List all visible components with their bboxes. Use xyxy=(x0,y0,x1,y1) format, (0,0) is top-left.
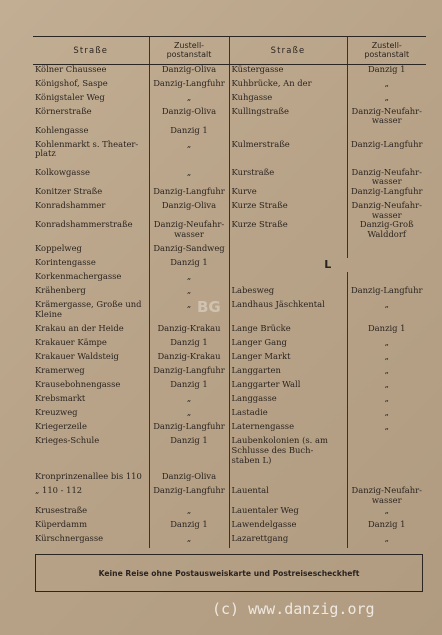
street-name-text: Kramerweg xyxy=(35,366,85,376)
delivery-office-text: „ xyxy=(384,78,389,88)
delivery-office xyxy=(347,352,426,366)
street-name-text: Lange Brücke xyxy=(231,324,291,334)
delivery-office xyxy=(347,520,426,534)
delivery-office-text: Danzig 1 xyxy=(170,380,208,390)
street-name-text: Lastadie xyxy=(231,408,268,418)
delivery-office xyxy=(347,79,426,93)
street-name xyxy=(33,472,149,486)
delivery-office-text: „ xyxy=(384,366,389,376)
street-name xyxy=(33,258,149,272)
street-name-text: Kurze Straße xyxy=(231,201,288,211)
delivery-office xyxy=(347,366,426,380)
street-name-text: Krämergasse, Große und Kleine xyxy=(35,300,142,320)
street-name-text: Küstergasse xyxy=(231,64,284,74)
street-name xyxy=(229,65,347,79)
delivery-office xyxy=(149,168,229,187)
street-name xyxy=(33,220,149,244)
street-name-text: Lauentaler Weg xyxy=(231,505,299,515)
delivery-office-text: „ xyxy=(384,422,389,432)
delivery-office xyxy=(149,244,229,258)
street-directory-table xyxy=(33,36,426,548)
delivery-office-text: Danzig-Langfuhr xyxy=(153,486,225,496)
delivery-office xyxy=(149,486,229,505)
delivery-office-text: „ xyxy=(186,92,192,102)
delivery-office-text: „ xyxy=(186,408,192,418)
street-name-text: Koppelweg xyxy=(35,244,82,254)
street-name xyxy=(229,324,347,338)
street-name xyxy=(33,286,149,300)
delivery-office-text: Danzig-Oliva xyxy=(161,64,217,74)
delivery-office-text: „ xyxy=(384,352,389,362)
street-name xyxy=(33,324,149,338)
table-row xyxy=(33,338,426,352)
street-name-text: Krusestraße xyxy=(35,505,88,515)
street-name xyxy=(229,140,347,168)
delivery-office xyxy=(149,366,229,380)
delivery-office xyxy=(347,65,426,79)
table-row xyxy=(33,520,426,534)
table-row xyxy=(33,394,426,408)
delivery-office xyxy=(149,220,229,244)
table-row xyxy=(33,79,426,93)
delivery-office-text: Danzig-Krakau xyxy=(157,324,221,334)
delivery-office xyxy=(149,394,229,408)
delivery-office-text: Danzig 1 xyxy=(170,436,208,446)
street-name xyxy=(33,126,149,136)
street-name-text: Krebsmarkt xyxy=(35,394,86,404)
street-name xyxy=(229,338,347,352)
delivery-office xyxy=(347,338,426,352)
delivery-office-text: „ xyxy=(186,139,192,149)
street-name-text: Kurze Straße xyxy=(231,220,288,230)
table-row xyxy=(33,422,426,436)
delivery-office xyxy=(149,534,229,548)
street-name xyxy=(33,65,149,79)
header-office-left xyxy=(149,37,229,65)
table-row xyxy=(33,486,426,505)
street-name-text: Laternengasse xyxy=(231,422,295,432)
street-name-text: Kronprinzenallee bis 110 xyxy=(35,472,142,482)
street-name-text: Korintengasse xyxy=(35,258,96,268)
street-name xyxy=(229,107,347,126)
street-name-text: Langgasse xyxy=(231,394,277,404)
delivery-office xyxy=(347,201,426,220)
delivery-office-empty xyxy=(347,472,426,486)
delivery-office xyxy=(149,201,229,220)
street-name xyxy=(229,534,347,548)
delivery-office xyxy=(347,187,426,201)
street-name xyxy=(229,286,347,300)
delivery-office xyxy=(149,520,229,534)
header-office-right xyxy=(347,37,426,65)
street-name-text: Kreuzweg xyxy=(35,408,78,418)
table-row xyxy=(33,366,426,380)
street-name xyxy=(33,486,149,505)
header-office-right-text: Zustell- postanstalt xyxy=(364,41,410,59)
street-name-text: Korkenmachergasse xyxy=(35,272,122,282)
delivery-office-text: Danzig 1 xyxy=(170,125,208,135)
table-body xyxy=(33,65,426,548)
street-name xyxy=(33,506,149,520)
delivery-office-text: Danzig 1 xyxy=(170,258,208,268)
table-row xyxy=(33,168,426,187)
street-name-text: Kriegerzeile xyxy=(35,422,87,432)
street-name xyxy=(33,408,149,422)
street-name xyxy=(33,300,149,324)
table-row xyxy=(33,258,426,272)
delivery-office-text: „ xyxy=(186,394,192,404)
street-name xyxy=(229,506,347,520)
delivery-office xyxy=(149,352,229,366)
table-row xyxy=(33,506,426,520)
street-name xyxy=(33,520,149,534)
delivery-office-text: Danzig-Oliva xyxy=(161,472,217,482)
street-name-text: Königshof, Saspe xyxy=(35,78,108,88)
copyright-watermark: (c) www.danzig.org xyxy=(212,600,375,618)
street-name xyxy=(229,486,347,505)
delivery-office-text: „ xyxy=(384,408,389,418)
street-name xyxy=(229,187,347,201)
street-name-text: Kürschnergasse xyxy=(35,533,104,543)
delivery-office-text: Danzig-Langfuhr xyxy=(350,187,423,197)
delivery-office xyxy=(149,258,229,272)
table-row xyxy=(33,324,426,338)
street-name-text: Kohlengasse xyxy=(35,125,89,135)
street-name xyxy=(229,380,347,394)
section-letter-l-text: L xyxy=(324,258,332,272)
street-name-text: Langgarter Wall xyxy=(231,380,301,390)
footer-notice-box xyxy=(35,554,423,592)
delivery-office-text: Danzig-Neufahr- wasser xyxy=(153,220,225,240)
delivery-office-text: Danzig-Neufahr- wasser xyxy=(351,201,422,220)
street-name-text: Kuhbrücke, An der xyxy=(231,78,312,88)
street-name-text: Lazarettgang xyxy=(231,533,289,543)
street-name xyxy=(33,79,149,93)
street-name xyxy=(33,168,149,187)
street-name xyxy=(229,422,347,436)
street-name-text: Kuhgasse xyxy=(231,92,273,102)
delivery-office xyxy=(347,286,426,300)
delivery-office-text: Danzig-Krakau xyxy=(157,352,221,362)
delivery-office xyxy=(347,220,426,244)
street-name-text: „ 110 - 112 xyxy=(35,486,83,496)
delivery-office-text: „ xyxy=(186,300,192,310)
delivery-office xyxy=(149,408,229,422)
street-name-text: Konitzer Straße xyxy=(35,187,103,197)
street-name xyxy=(229,408,347,422)
table-row xyxy=(33,244,426,258)
street-name xyxy=(33,380,149,394)
delivery-office xyxy=(347,93,426,107)
street-name xyxy=(33,394,149,408)
street-name xyxy=(229,394,347,408)
street-name-text: Kölner Chaussee xyxy=(35,64,107,74)
street-name xyxy=(33,272,149,286)
delivery-office xyxy=(149,338,229,352)
delivery-office xyxy=(347,486,426,505)
table-row xyxy=(33,352,426,366)
delivery-office xyxy=(347,436,426,472)
street-name xyxy=(33,107,149,126)
delivery-office xyxy=(149,107,229,126)
street-name xyxy=(33,338,149,352)
delivery-office-text: Danzig 1 xyxy=(367,64,406,74)
delivery-office xyxy=(347,300,426,324)
street-name-text: Krähenberg xyxy=(35,286,86,296)
street-name-empty xyxy=(229,272,347,286)
table-row xyxy=(33,126,426,136)
header-street-left: Straße xyxy=(33,37,149,65)
street-name-text: Laubenkolonien (s. am Schlusse des Buch- staben L) xyxy=(231,436,328,465)
delivery-office xyxy=(149,272,229,286)
delivery-office-text: „ xyxy=(384,505,389,515)
delivery-office xyxy=(149,472,229,486)
delivery-office-text: Danzig-Sandweg xyxy=(153,244,225,254)
street-name-text: Küperdamm xyxy=(35,519,88,529)
street-name-text: Königstaler Weg xyxy=(35,92,105,102)
table-row xyxy=(33,534,426,548)
street-name-text: Konradshammer xyxy=(35,201,106,211)
delivery-office-text: Danzig-Neufahr- wasser xyxy=(351,106,422,126)
delivery-office-text: Danzig 1 xyxy=(367,519,406,529)
delivery-office-text: Danzig-Langfuhr xyxy=(153,78,225,88)
delivery-office-text: Danzig-Langfuhr xyxy=(153,187,225,197)
street-name xyxy=(229,201,347,220)
delivery-office-text: Danzig 1 xyxy=(170,338,208,348)
street-name-text: Landhaus Jäschkental xyxy=(231,300,325,310)
street-name-text: Kurve xyxy=(231,187,257,197)
street-name-empty xyxy=(229,244,347,258)
delivery-office-text: „ xyxy=(384,394,389,404)
table-row xyxy=(33,65,426,79)
header-street-right: Straße xyxy=(229,37,347,65)
delivery-office-text: Danzig 1 xyxy=(367,324,406,334)
faded-stamp: BG xyxy=(197,298,221,316)
street-name-text: Lauental xyxy=(231,486,269,496)
street-name-empty xyxy=(229,126,347,136)
street-name-text: Krieges-Schule xyxy=(35,436,100,446)
street-name xyxy=(33,366,149,380)
street-name xyxy=(229,168,347,187)
table-row xyxy=(33,300,426,324)
table-row xyxy=(33,140,426,168)
delivery-office xyxy=(149,380,229,394)
delivery-office-text: Danzig 1 xyxy=(170,519,208,529)
delivery-office xyxy=(347,506,426,520)
table-row xyxy=(33,380,426,394)
street-name-text: Kullingstraße xyxy=(231,106,289,116)
street-name-text: Krakauer Waldsteig xyxy=(35,352,119,362)
table-row xyxy=(33,272,426,286)
street-name-text: Langer Markt xyxy=(231,352,291,362)
delivery-office-text: „ xyxy=(384,380,389,390)
delivery-office-text: Danzig-Neufahr- wasser xyxy=(351,486,422,506)
delivery-office-text: „ xyxy=(186,272,192,282)
street-name xyxy=(33,534,149,548)
delivery-office xyxy=(347,394,426,408)
street-name-empty xyxy=(229,472,347,486)
delivery-office-text: Danzig-Langfuhr xyxy=(350,286,423,296)
street-name xyxy=(33,352,149,366)
delivery-office xyxy=(347,107,426,126)
delivery-office xyxy=(347,140,426,168)
street-name xyxy=(229,436,347,472)
delivery-office-text: „ xyxy=(186,505,192,515)
delivery-office xyxy=(347,324,426,338)
delivery-office xyxy=(149,506,229,520)
table-row xyxy=(33,93,426,107)
delivery-office-empty xyxy=(347,244,426,258)
table-row xyxy=(33,408,426,422)
delivery-office-text: Danzig-Langfuhr xyxy=(350,139,423,149)
street-name-text: Krausebohnengasse xyxy=(35,380,121,390)
street-name xyxy=(33,201,149,220)
delivery-office-empty xyxy=(347,126,426,136)
delivery-office xyxy=(149,187,229,201)
street-name xyxy=(229,366,347,380)
delivery-office-text: „ xyxy=(384,533,389,543)
delivery-office-text: „ xyxy=(186,533,192,543)
delivery-office-text: Danzig-Langfuhr xyxy=(153,422,225,432)
table-row xyxy=(33,187,426,201)
street-name-text: Kulmerstraße xyxy=(231,139,290,149)
header-office-left-text: Zustell- postanstalt xyxy=(166,41,212,59)
street-name xyxy=(229,300,347,324)
delivery-office xyxy=(149,65,229,79)
delivery-office xyxy=(149,436,229,472)
street-name-text: Krakauer Kämpe xyxy=(35,338,107,348)
delivery-office-text: Danzig-Oliva xyxy=(161,106,217,116)
street-name xyxy=(229,79,347,93)
street-name-text: Kolkowgasse xyxy=(35,167,90,177)
delivery-office-text: Danzig-Groß Walddorf xyxy=(359,220,414,240)
delivery-office xyxy=(149,140,229,168)
delivery-office xyxy=(347,534,426,548)
delivery-office xyxy=(347,168,426,187)
table-row xyxy=(33,436,426,472)
street-name xyxy=(33,93,149,107)
street-name-text: Kohlenmarkt s. Theater- platz xyxy=(35,139,139,159)
street-name xyxy=(33,436,149,472)
delivery-office xyxy=(149,79,229,93)
table-row xyxy=(33,201,426,220)
street-name xyxy=(33,140,149,168)
street-name xyxy=(33,187,149,201)
street-name-text: Kurstraße xyxy=(231,167,275,177)
street-name-text: Langgarten xyxy=(231,366,281,376)
street-name xyxy=(33,422,149,436)
street-name xyxy=(229,352,347,366)
table-row xyxy=(33,286,426,300)
delivery-office-text: „ xyxy=(186,286,192,296)
table-header-row xyxy=(33,37,426,65)
delivery-office-text: „ xyxy=(384,300,389,310)
street-name-text: Körnerstraße xyxy=(35,106,92,116)
table-row xyxy=(33,220,426,244)
delivery-office xyxy=(149,324,229,338)
street-name-text: Langer Gang xyxy=(231,338,287,348)
table-row xyxy=(33,107,426,126)
delivery-office xyxy=(347,380,426,394)
delivery-office-text: Danzig-Oliva xyxy=(161,201,217,211)
delivery-office-text: „ xyxy=(384,338,389,348)
delivery-office xyxy=(149,126,229,136)
delivery-office-text: Danzig-Neufahr- wasser xyxy=(351,167,422,187)
delivery-office-text: „ xyxy=(384,92,389,102)
delivery-office-text: „ xyxy=(186,167,192,177)
street-name xyxy=(229,220,347,244)
delivery-office-text: Danzig-Langfuhr xyxy=(153,366,225,376)
street-name xyxy=(229,93,347,107)
street-name-text: Lawendelgasse xyxy=(231,519,297,529)
delivery-office xyxy=(149,422,229,436)
footer-notice-text: Keine Reise ohne Postausweiskarte und Postreisescheckheft xyxy=(98,568,360,578)
table-row xyxy=(33,472,426,486)
delivery-office xyxy=(149,93,229,107)
delivery-office xyxy=(347,408,426,422)
section-letter-l xyxy=(229,258,426,272)
street-name-text: Labesweg xyxy=(231,286,275,296)
delivery-office-empty xyxy=(347,272,426,286)
street-name xyxy=(33,244,149,258)
street-name-text: Krakau an der Heide xyxy=(35,324,124,334)
street-name-text: Konradshammerstraße xyxy=(35,220,133,230)
delivery-office xyxy=(347,422,426,436)
street-name xyxy=(229,520,347,534)
